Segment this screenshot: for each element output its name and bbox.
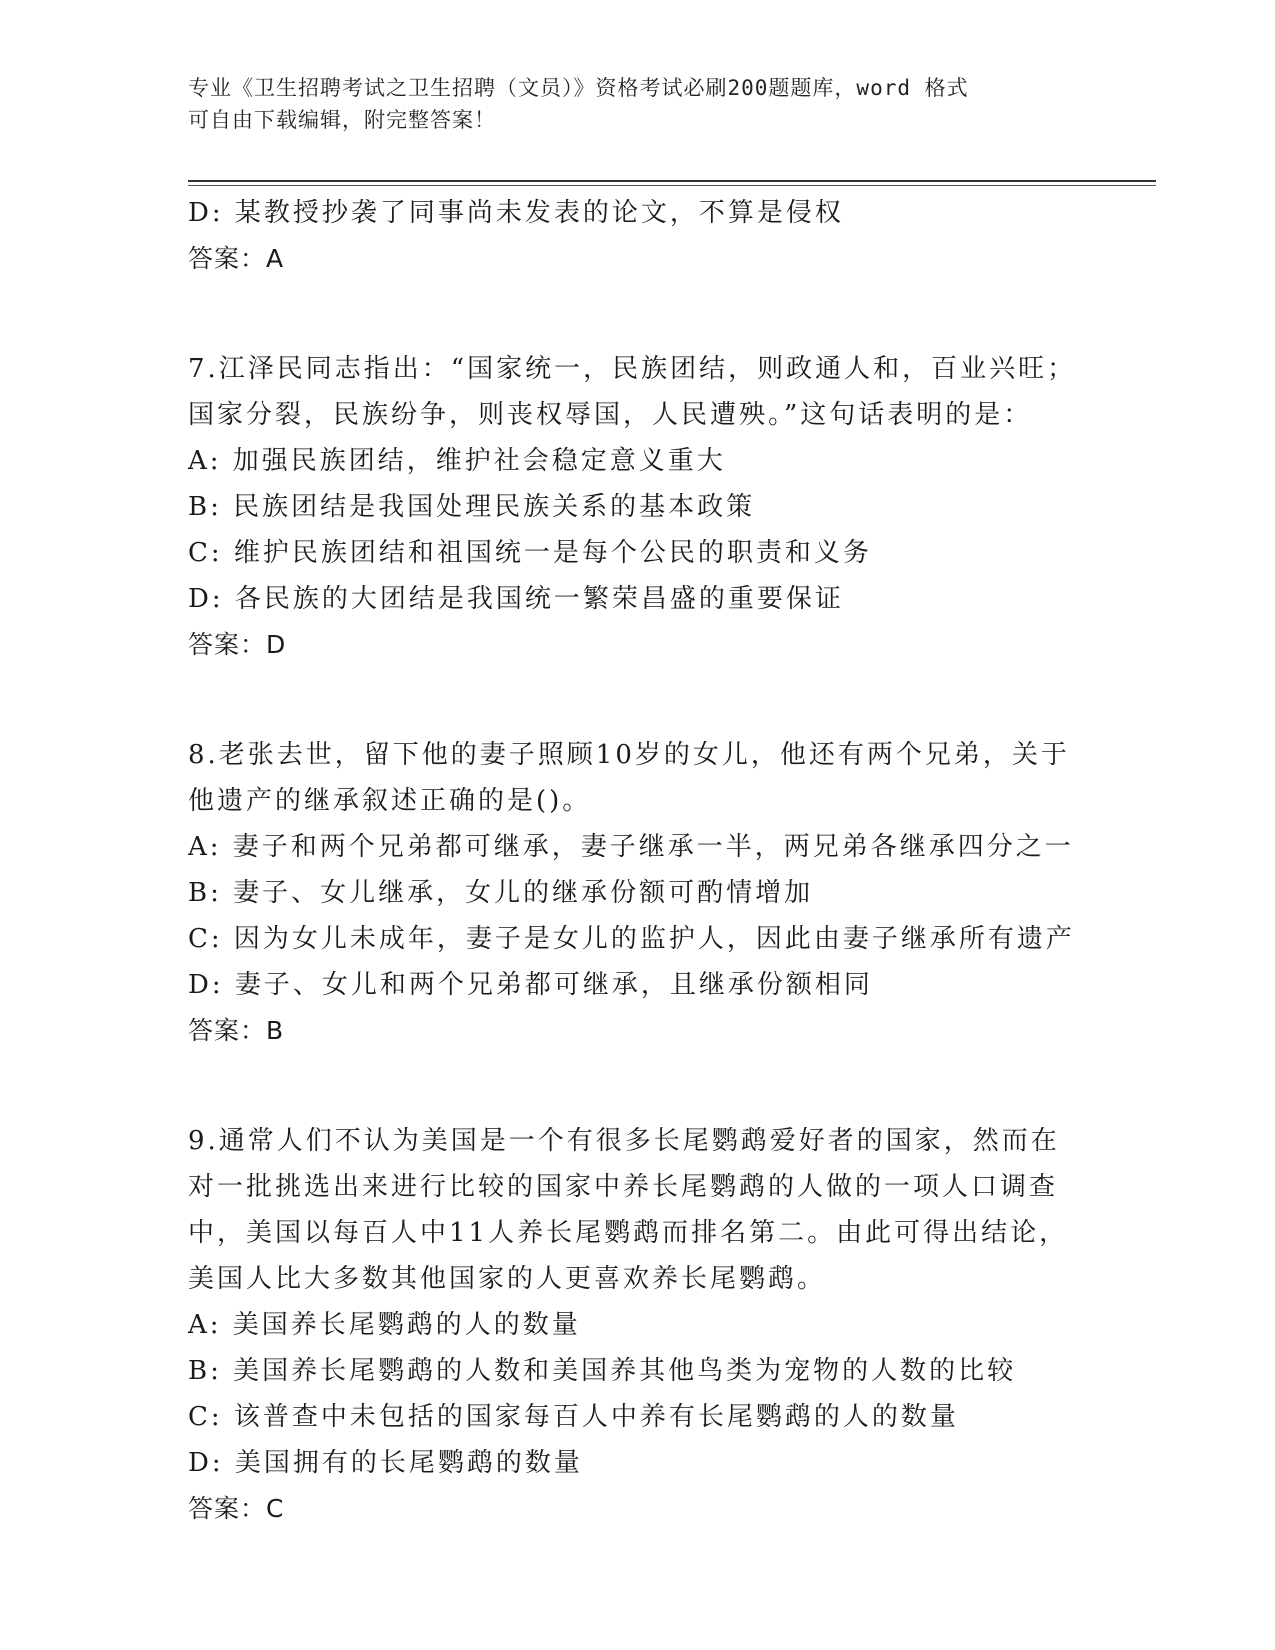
answer-label: 答案：A: [188, 244, 285, 273]
answer-label: 答案：D: [188, 630, 287, 659]
option-a: A: 加强民族团结，维护社会稳定意义重大: [188, 446, 726, 476]
question-stem-line: 7.江泽民同志指出：“国家统一，民族团结，则政通人和，百业兴旺；: [188, 354, 1077, 384]
option-b: B: 妻子、女儿继承，女儿的继承份额可酌情增加: [188, 878, 814, 908]
document-header: [188, 72, 1088, 136]
header-line-2: 可自由下载编辑，附完整答案！: [188, 108, 496, 132]
option-d: D: 妻子、女儿和两个兄弟都可继承，且继承份额相同: [188, 970, 873, 1000]
answer-label: 答案：B: [188, 1016, 285, 1045]
question-stem-line: 9.通常人们不认为美国是一个有很多长尾鹦鹉爱好者的国家，然而在: [188, 1126, 1060, 1156]
header-rule-thick: [188, 180, 1156, 182]
previous-question-tail: [188, 190, 1088, 282]
option-c: C: 该普查中未包括的国家每百人中养有长尾鹦鹉的人的数量: [188, 1402, 959, 1432]
option-d: D: 某教授抄袭了同事尚未发表的论文，不算是侵权: [188, 198, 844, 228]
question-stem-line: 中，美国以每百人中11人养长尾鹦鹉而排名第二。由此可得出结论，: [188, 1218, 1069, 1248]
question-content: [188, 190, 1088, 1532]
question-stem-line: 美国人比大多数其他国家的人更喜欢养长尾鹦鹉。: [188, 1264, 827, 1294]
option-d: D: 美国拥有的长尾鹦鹉的数量: [188, 1448, 583, 1478]
question-9: [188, 1118, 1088, 1532]
question-7: [188, 346, 1088, 668]
option-b: B: 民族团结是我国处理民族关系的基本政策: [188, 492, 756, 522]
header-line-1: 专业《卫生招聘考试之卫生招聘（文员）》资格考试必刷200题题库，word 格式: [188, 76, 969, 100]
question-stem-line: 8.老张去世，留下他的妻子照顾10岁的女儿，他还有两个兄弟，关于: [188, 740, 1070, 770]
option-c: C: 因为女儿未成年，妻子是女儿的监护人，因此由妻子继承所有遗产: [188, 924, 1075, 954]
question-8: [188, 732, 1088, 1054]
question-stem-line: 他遗产的继承叙述正确的是()。: [188, 786, 592, 816]
option-a: A: 妻子和两个兄弟都可继承，妻子继承一半，两兄弟各继承四分之一: [188, 832, 1074, 862]
option-c: C: 维护民族团结和祖国统一是每个公民的职责和义务: [188, 538, 872, 568]
option-a: A: 美国养长尾鹦鹉的人的数量: [188, 1310, 581, 1340]
option-b: B: 美国养长尾鹦鹉的人数和美国养其他鸟类为宠物的人数的比较: [188, 1356, 1017, 1386]
header-rule-thin: [188, 185, 1156, 186]
answer-label: 答案：C: [188, 1494, 285, 1523]
question-stem-line: 对一批挑选出来进行比较的国家中养长尾鹦鹉的人做的一项人口调查: [188, 1172, 1059, 1202]
question-stem-line: 国家分裂，民族纷争，则丧权辱国，人民遭殃。”这句话表明的是：: [188, 400, 1033, 430]
option-d: D: 各民族的大团结是我国统一繁荣昌盛的重要保证: [188, 584, 844, 614]
